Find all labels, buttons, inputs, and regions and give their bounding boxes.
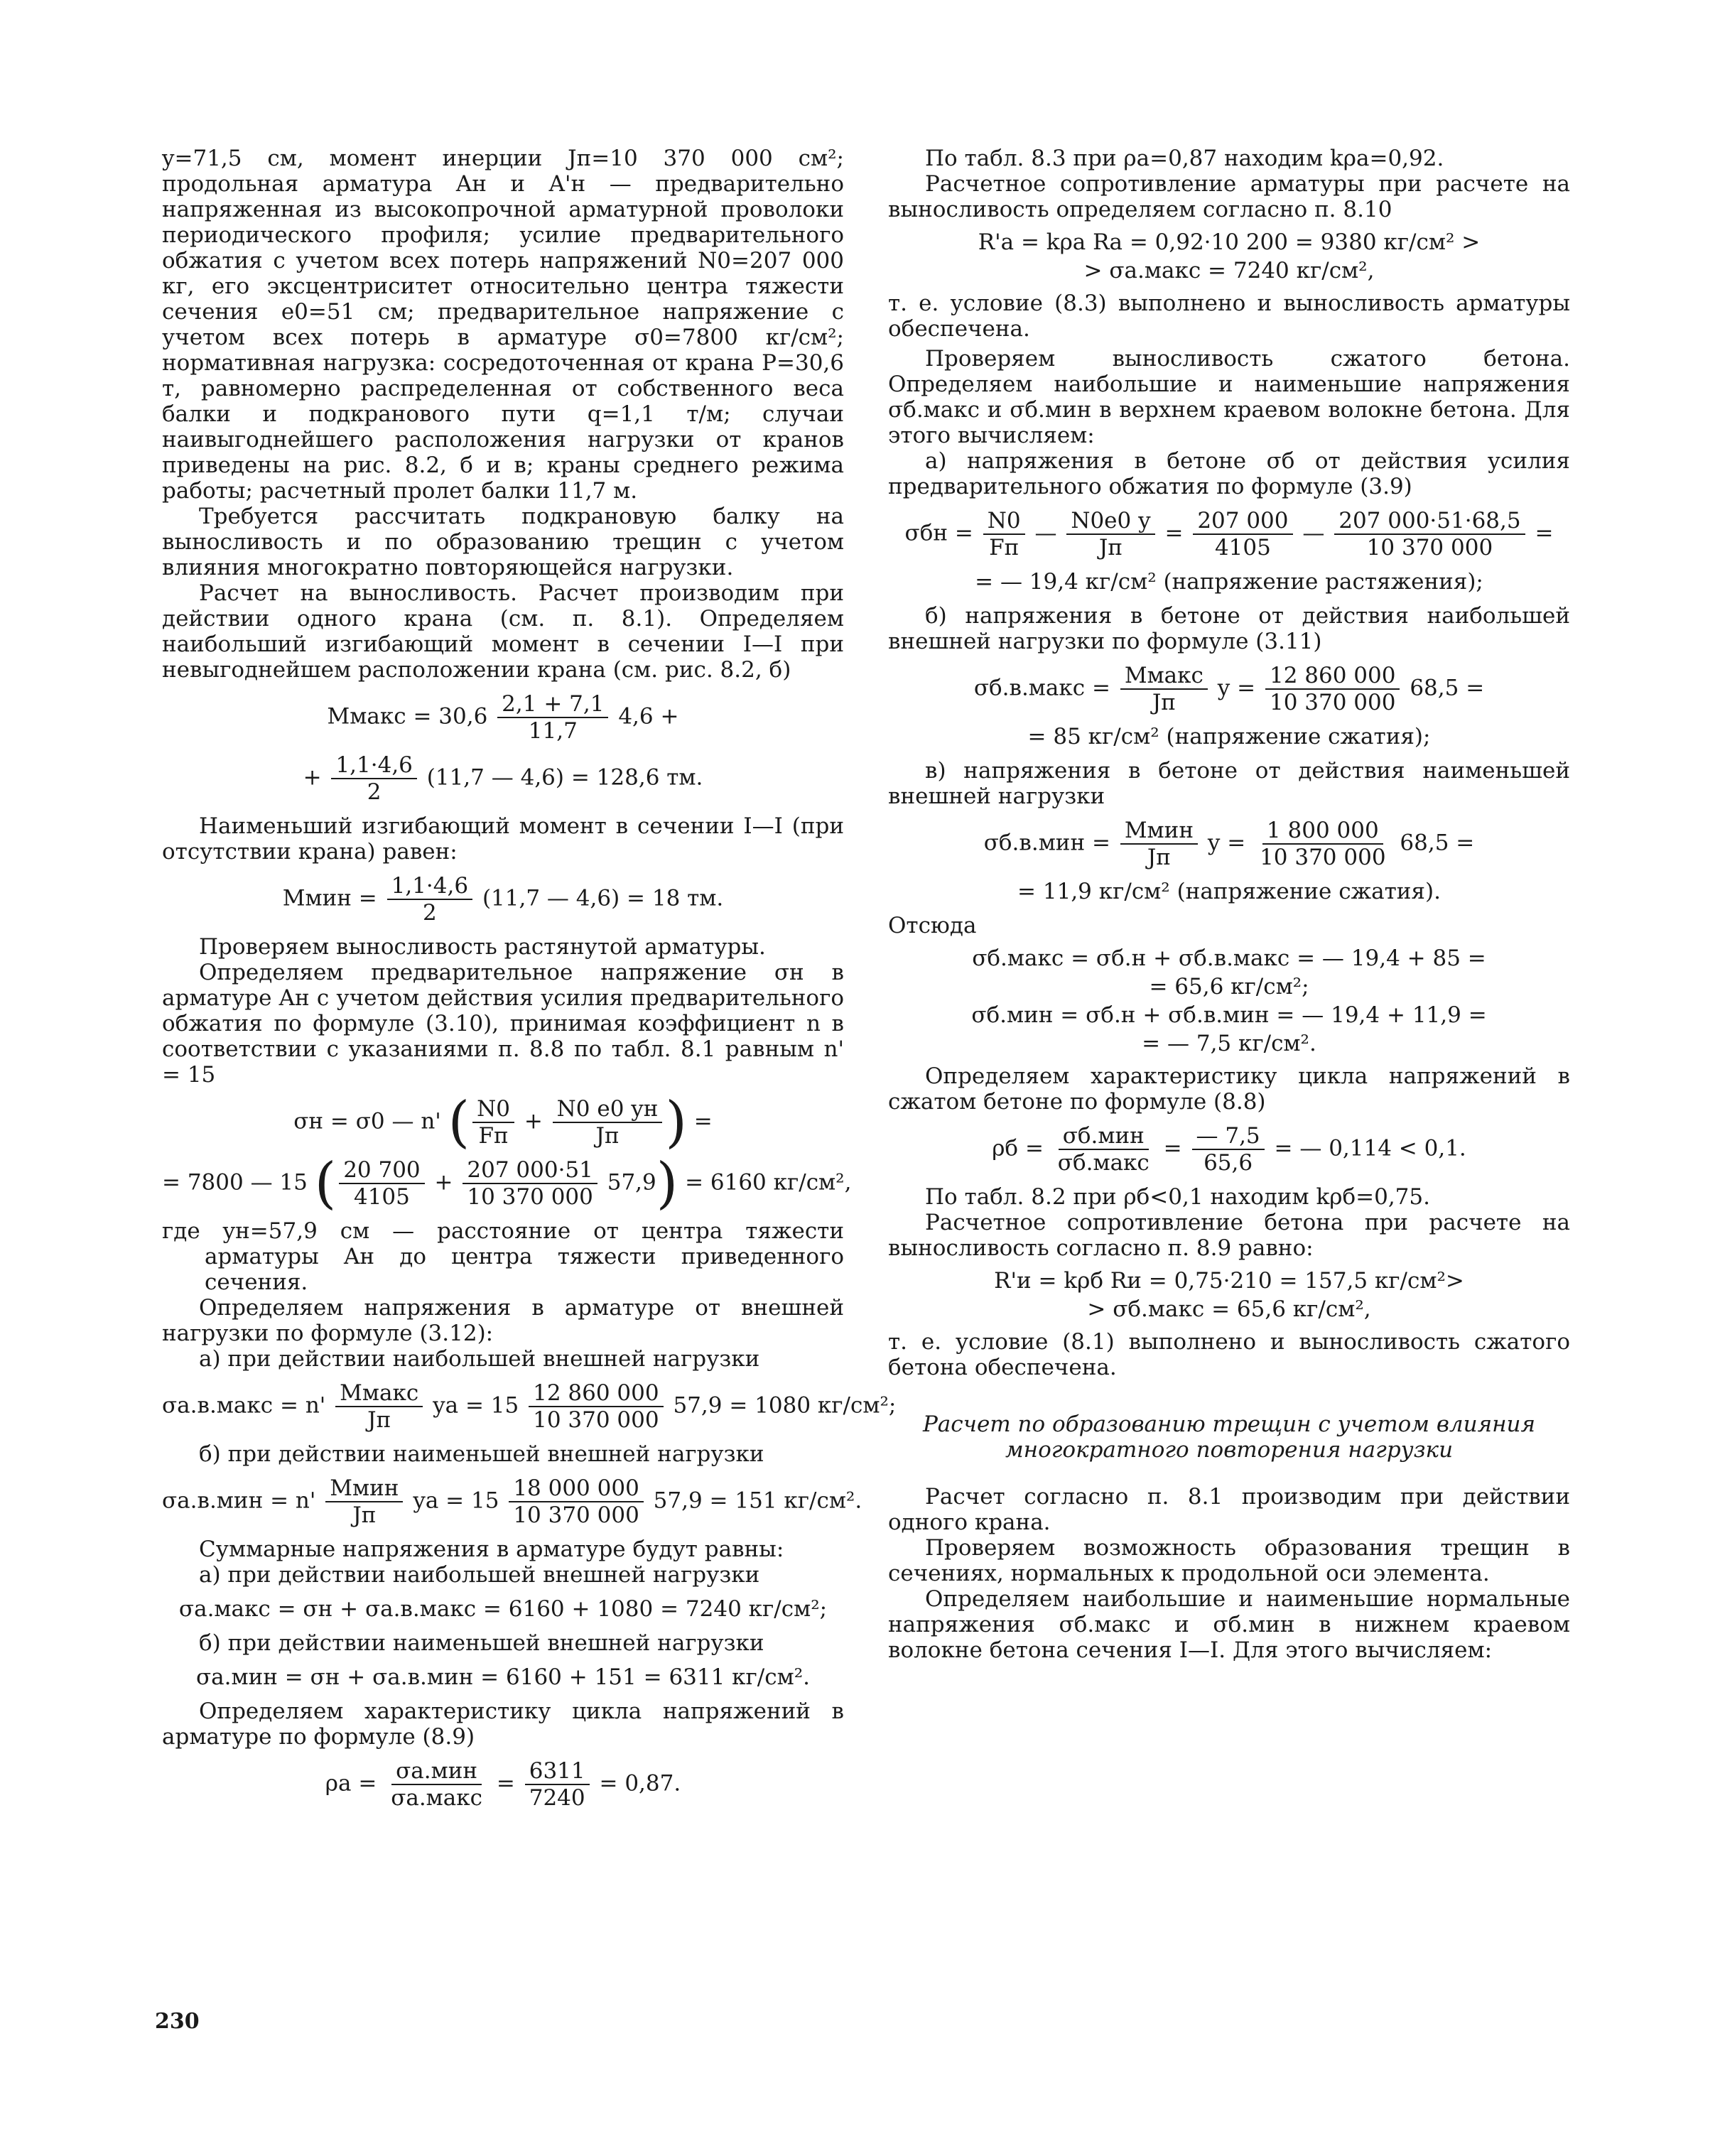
- eq-text: =: [1164, 520, 1184, 546]
- paragraph: Отсюда: [888, 913, 977, 938]
- eq-text: Mмин =: [282, 885, 377, 911]
- eq-text: σн = σ0 — n': [293, 1108, 441, 1134]
- equation-sigma-av-max: [162, 1380, 897, 1433]
- fraction: [525, 1758, 590, 1811]
- paragraph: Проверяем выносливость сжатого бетона. Определяем наибольшие и наименьшие напряжения σб.макс и σб.мин в верхнем краевом волокне бетона. Для этого вычисляем:: [888, 346, 1570, 448]
- equation-sigma-bv-min-result: = 11,9 кг/см² (напряжение сжатия).: [1017, 879, 1441, 904]
- denominator: Fп: [478, 1123, 509, 1149]
- eq-text: = 7800 — 15: [162, 1169, 308, 1196]
- denominator: Jп: [1098, 535, 1123, 560]
- equation-sigma-a-max: σа.макс = σн + σа.в.макс = 6160 + 1080 = 7240 кг/см²;: [178, 1596, 828, 1622]
- equation-sigma-bv-max: [888, 663, 1570, 715]
- fraction: [1255, 818, 1390, 870]
- paragraph: Определяем наибольшие и наименьшие нормальные напряжения σб.макс и σб.мин в нижнем краевом волокне бетона сечения I—I. Для этого вычисляем:: [888, 1586, 1570, 1663]
- paragraph: б) напряжения в бетоне от действия наибольшей внешней нагрузки по формуле (3.11): [888, 603, 1570, 654]
- paren-close: ): [656, 1152, 678, 1215]
- eq-text: —: [1034, 520, 1057, 546]
- equation-mmax-line1: [162, 691, 844, 744]
- equation-sigma-n-line1: [162, 1090, 844, 1154]
- numerator: 207 000: [1193, 508, 1292, 535]
- fraction: [1120, 818, 1198, 870]
- denominator: 7240: [529, 1785, 585, 1811]
- numerator: N0: [472, 1096, 514, 1123]
- paragraph: Расчет на выносливость. Расчет производим при действии одного крана (см. п. 8.1). Определяем наибольший изгибающий момент в сечении I—I при невыгоднейшем расположении крана (см. рис. 8.2, б): [162, 580, 844, 683]
- fraction: [509, 1475, 644, 1528]
- eq-text: 57,9 = 151 кг/см².: [653, 1488, 862, 1514]
- denominator: 4105: [1214, 535, 1271, 560]
- numerator: 6311: [525, 1758, 590, 1785]
- eq-text: Mмакс = 30,6: [327, 703, 488, 730]
- eq-line: > σа.макс = 7240 кг/см²,: [1083, 258, 1375, 283]
- equation-sigma-av-min: [162, 1475, 862, 1528]
- numerator: 1,1·4,6: [331, 752, 416, 779]
- numerator: σб.мин: [1059, 1123, 1149, 1150]
- numerator: 207 000·51·68,5: [1334, 508, 1525, 535]
- denominator: 2: [422, 900, 437, 926]
- equation-rho-b: [888, 1123, 1570, 1176]
- eq-text: ρа =: [325, 1770, 377, 1797]
- numerator: Mмакс: [335, 1380, 423, 1407]
- left-column: [162, 146, 897, 1819]
- paragraph: По табл. 8.2 при ρб<0,1 находим kρб=0,75.: [925, 1184, 1430, 1210]
- fraction: [1334, 508, 1525, 560]
- paragraph: Определяем напряжения в арматуре от внешней нагрузки по формуле (3.12):: [162, 1295, 844, 1346]
- denominator: 10 370 000: [1366, 535, 1493, 560]
- eq-text: 57,9 = 1080 кг/см²;: [673, 1392, 897, 1419]
- eq-text: σб.в.макс =: [973, 675, 1110, 701]
- equation-sigma-b: [888, 946, 1570, 1056]
- paragraph: а) напряжения в бетоне σб от действия усилия предварительного обжатия по формуле (3.9): [888, 448, 1570, 499]
- paragraph: Проверяем возможность образования трещин в сечениях, нормальных к продольной оси элемента.: [888, 1535, 1570, 1586]
- fraction: [1193, 508, 1292, 560]
- fraction: [1066, 508, 1154, 560]
- equation-ra: [888, 229, 1570, 283]
- fraction: [386, 1758, 487, 1811]
- equation-rho-a: [162, 1758, 844, 1811]
- numerator: 12 860 000: [529, 1380, 664, 1407]
- equation-sigma-bv-max-result: = 85 кг/см² (напряжение сжатия);: [1027, 724, 1431, 749]
- eq-text: —: [1302, 520, 1325, 546]
- eq-line: > σб.макс = 65,6 кг/см²,: [1087, 1296, 1371, 1322]
- paragraph: y=71,5 см, момент инерции Jп=10 370 000 см²; продольная арматура Aн и A'н — предварительно напряженная из высокопрочной арматурной проволоки периодического профиля; усилие предварительного обжатия с учетом всех потерь напряжений N0=207 000 кг, его эксцентриситет относительно центра тяжести сечения e0=51 см; предварительное напряжение с учетом всех потерь в арматуре σ0=7800 кг/см²; нормативная нагрузка: сосредоточенная от крана P=30,6 т, равномерно распределенная от собственного веса балки и подкранового пути q=1,1 т/м; случаи наивыгоднейшего расположения нагрузки от кранов приведены на рис. 8.2, б и в; краны среднего режима работы; расчетный пролет балки 11,7 м.: [162, 146, 844, 504]
- section-heading: Расчет по образованию трещин с учетом влияния многократного повторения нагрузки: [922, 1412, 1536, 1463]
- eq-text: 68,5 =: [1410, 675, 1485, 701]
- paragraph: Расчетное сопротивление арматуры при расчете на выносливость определяем согласно п. 8.10: [888, 171, 1570, 222]
- fraction: [1265, 663, 1400, 715]
- paragraph: Суммарные напряжения в арматуре будут равны:: [199, 1537, 784, 1562]
- fraction: [553, 1096, 663, 1149]
- fraction: [1120, 663, 1208, 715]
- denominator: Jп: [352, 1502, 377, 1528]
- paren-open: (: [448, 1090, 470, 1154]
- equation-mmin: [162, 873, 844, 926]
- paren-open: (: [314, 1152, 337, 1215]
- paragraph: Требуется рассчитать подкрановую балку на выносливость и по образованию трещин с учетом влияния многократно повторяющейся нагрузки.: [162, 504, 844, 580]
- paragraph: где yн=57,9 см — расстояние от центра тяжести арматуры Aн до центра тяжести приведенного сечения.: [162, 1218, 844, 1295]
- paragraph: а) при действии наибольшей внешней нагрузки: [199, 1562, 760, 1588]
- denominator: 11,7: [528, 718, 578, 744]
- paragraph: в) напряжения в бетоне от действия наименьшей внешней нагрузки: [888, 758, 1570, 809]
- paragraph: Наименьший изгибающий момент в сечении I—I (при отсутствии крана) равен:: [162, 813, 844, 865]
- paragraph: б) при действии наименьшей внешней нагрузки: [199, 1441, 764, 1467]
- eq-text: +: [434, 1169, 453, 1196]
- eq-text: 4,6 +: [618, 703, 679, 730]
- denominator: Jп: [1152, 690, 1176, 715]
- numerator: σа.мин: [391, 1758, 482, 1785]
- eq-text: σа.в.мин = n': [162, 1488, 316, 1514]
- fraction: [335, 1380, 423, 1433]
- equation-sigma-bv-min: [888, 818, 1570, 870]
- eq-text: = 6160 кг/см²,: [685, 1169, 852, 1196]
- eq-text: (11,7 — 4,6) = 128,6 тм.: [426, 764, 703, 791]
- paragraph: т. е. условие (8.1) выполнено и выносливость сжатого бетона обеспечена.: [888, 1329, 1570, 1380]
- eq-text: = 0,87.: [599, 1770, 681, 1797]
- denominator: 10 370 000: [1260, 845, 1386, 870]
- equation-sigma-bn-result: = — 19,4 кг/см² (напряжение растяжения);: [975, 569, 1483, 595]
- equation-mmax-line2: [162, 752, 844, 805]
- fraction: [331, 752, 416, 805]
- eq-text: σа.в.макс = n': [162, 1392, 326, 1419]
- paragraph: По табл. 8.3 при ρа=0,87 находим kρа=0,92.: [925, 146, 1444, 171]
- numerator: Mмин: [325, 1475, 403, 1502]
- numerator: Mмакс: [1120, 663, 1208, 690]
- denominator: Jп: [595, 1123, 620, 1149]
- denominator: 10 370 000: [513, 1502, 639, 1528]
- numerator: 20 700: [339, 1157, 424, 1184]
- fraction: [463, 1157, 597, 1210]
- eq-text: (11,7 — 4,6) = 18 тм.: [482, 885, 724, 911]
- numerator: 12 860 000: [1265, 663, 1400, 690]
- denominator: Jп: [1147, 845, 1171, 870]
- denominator: σа.макс: [391, 1785, 483, 1811]
- eq-line: = 65,6 кг/см²;: [1149, 974, 1309, 1000]
- paragraph: Определяем предварительное напряжение σн в арматуре Aн с учетом действия усилия предварительного обжатия по формуле (3.10), принимая коэффициент n в соответствии с указаниями п. 8.8 по табл. 8.1 равным n' = 15: [162, 960, 844, 1088]
- fraction: [472, 1096, 514, 1149]
- numerator: N0 e0 yн: [553, 1096, 663, 1123]
- eq-text: = — 0,114 < 0,1.: [1274, 1135, 1466, 1161]
- page-number: 230: [155, 2009, 200, 2034]
- paragraph: Определяем характеристику цикла напряжений в сжатом бетоне по формуле (8.8): [888, 1063, 1570, 1115]
- equation-sigma-bn: [888, 508, 1570, 560]
- eq-text: =: [1535, 520, 1554, 546]
- numerator: N0e0 y: [1066, 508, 1154, 535]
- eq-text: σбн =: [904, 520, 973, 546]
- numerator: 2,1 + 7,1: [497, 691, 608, 718]
- fraction: [339, 1157, 424, 1210]
- eq-text: yа = 15: [433, 1392, 519, 1419]
- eq-text: ρб =: [992, 1135, 1044, 1161]
- numerator: 18 000 000: [509, 1475, 644, 1502]
- eq-text: 68,5 =: [1400, 830, 1475, 856]
- denominator: Fп: [989, 535, 1019, 560]
- fraction: [1192, 1123, 1265, 1176]
- equation-sigma-a-min: σа.мин = σн + σа.в.мин = 6160 + 151 = 6311 кг/см².: [195, 1664, 811, 1690]
- eq-line: = — 7,5 кг/см².: [1142, 1031, 1316, 1056]
- eq-text: =: [496, 1770, 515, 1797]
- paragraph: т. е. условие (8.3) выполнено и выносливость арматуры обеспечена.: [888, 291, 1570, 342]
- denominator: σб.макс: [1057, 1150, 1150, 1176]
- eq-line: R'а = kρа Rа = 0,92·10 200 = 9380 кг/см² >: [978, 229, 1481, 255]
- fraction: [529, 1380, 664, 1433]
- denominator: 10 370 000: [1269, 690, 1396, 715]
- fraction: [983, 508, 1025, 560]
- eq-text: yа = 15: [413, 1488, 499, 1514]
- numerator: 1,1·4,6: [387, 873, 472, 900]
- denominator: 2: [367, 779, 382, 805]
- right-column: [888, 146, 1570, 1663]
- numerator: N0: [983, 508, 1025, 535]
- fraction: [1054, 1123, 1154, 1176]
- equation-ri: [888, 1268, 1570, 1322]
- eq-text: =: [693, 1108, 713, 1134]
- eq-text: =: [1163, 1135, 1182, 1161]
- denominator: Jп: [367, 1407, 391, 1433]
- numerator: — 7,5: [1192, 1123, 1265, 1150]
- denominator: 10 370 000: [533, 1407, 659, 1433]
- fraction: [497, 691, 608, 744]
- eq-line: σб.макс = σб.н + σб.в.макс = — 19,4 + 85 =: [972, 946, 1486, 971]
- equation-sigma-n-line2: [162, 1152, 852, 1215]
- paragraph: Определяем характеристику цикла напряжений в арматуре по формуле (8.9): [162, 1699, 844, 1750]
- eq-line: σб.мин = σб.н + σб.в.мин = — 19,4 + 11,9 =: [971, 1002, 1487, 1028]
- numerator: 207 000·51: [463, 1157, 597, 1184]
- paragraph: Расчетное сопротивление бетона при расчете на выносливость согласно п. 8.9 равно:: [888, 1210, 1570, 1261]
- fraction: [387, 873, 472, 926]
- paragraph: Проверяем выносливость растянутой арматуры.: [199, 934, 766, 960]
- numerator: Mмин: [1120, 818, 1198, 845]
- eq-text: y =: [1217, 675, 1256, 701]
- eq-text: 57,9: [607, 1169, 656, 1196]
- fraction: [325, 1475, 403, 1528]
- paragraph: б) при действии наименьшей внешней нагрузки: [199, 1630, 764, 1656]
- numerator: 1 800 000: [1262, 818, 1383, 845]
- eq-text: σб.в.мин =: [983, 830, 1110, 856]
- eq-line: R'и = kρб Rи = 0,75·210 = 157,5 кг/см²>: [994, 1268, 1464, 1294]
- paragraph: а) при действии наибольшей внешней нагрузки: [199, 1346, 760, 1372]
- eq-text: y =: [1207, 830, 1246, 856]
- denominator: 65,6: [1204, 1150, 1253, 1176]
- paragraph: Расчет согласно п. 8.1 производим при действии одного крана.: [888, 1484, 1570, 1535]
- eq-text: +: [303, 764, 322, 791]
- paren-close: ): [665, 1090, 687, 1154]
- denominator: 10 370 000: [467, 1184, 593, 1210]
- eq-text: +: [524, 1108, 543, 1134]
- denominator: 4105: [353, 1184, 410, 1210]
